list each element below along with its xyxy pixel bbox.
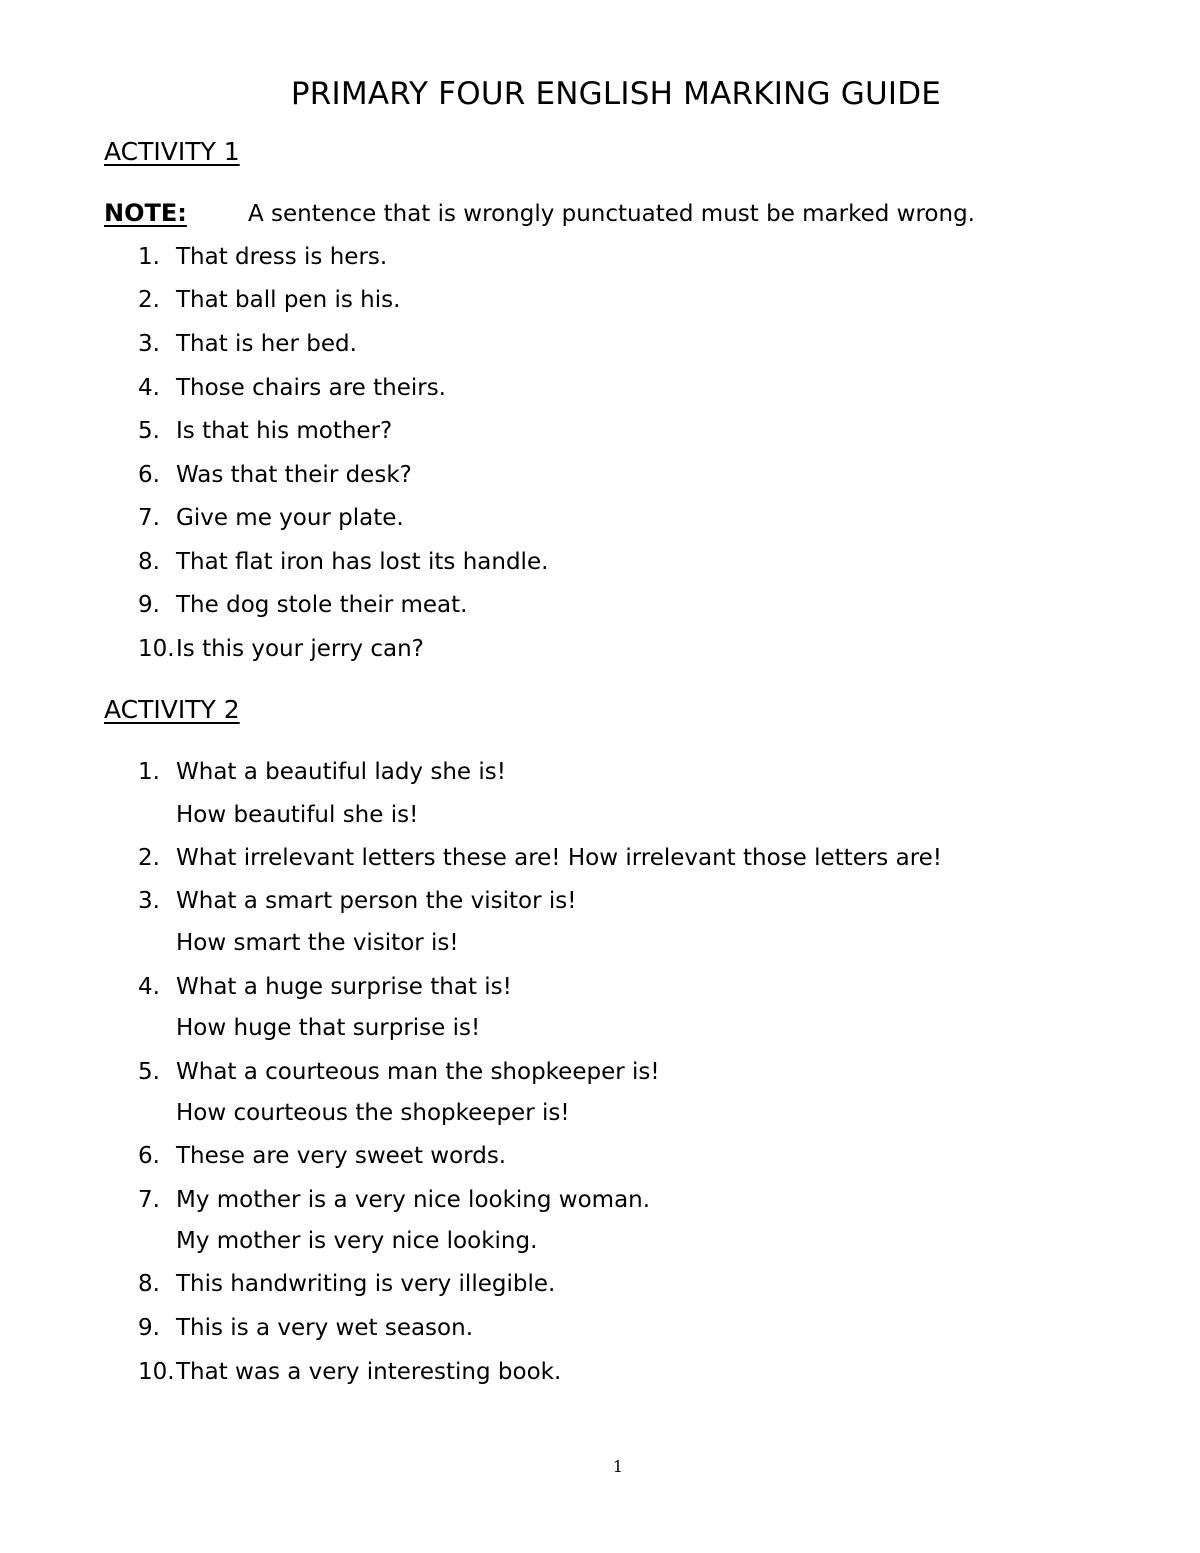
- item-number: 6.: [138, 1143, 160, 1169]
- item-number: 1.: [138, 244, 160, 270]
- list-item: [138, 756, 506, 788]
- list-item: [138, 241, 387, 273]
- item-text: This is a very wet season.: [176, 1315, 474, 1341]
- item-number: 6.: [138, 462, 160, 488]
- item-number: 5.: [138, 418, 160, 444]
- list-item: [138, 502, 404, 534]
- item-text: Was that their desk?: [176, 462, 412, 488]
- item-text: Is this your jerry can?: [176, 636, 424, 662]
- item-text: These are very sweet words.: [176, 1143, 507, 1169]
- list-item: [138, 1140, 506, 1172]
- item-number: 4.: [138, 375, 160, 401]
- item-text: What a beautiful lady she is!: [176, 759, 506, 785]
- list-item: [138, 546, 548, 578]
- list-item: [138, 328, 357, 360]
- list-item: [138, 1268, 555, 1300]
- list-item: [138, 971, 512, 1003]
- item-number: 9.: [138, 1315, 160, 1341]
- item-text: That ball pen is his.: [176, 287, 401, 313]
- item-number: 3.: [138, 331, 160, 357]
- list-item: [138, 1184, 650, 1216]
- item-alternative: How huge that surprise is!: [176, 1015, 481, 1041]
- list-item: [138, 633, 424, 665]
- item-number: 3.: [138, 888, 160, 914]
- note-label: NOTE:: [104, 199, 187, 227]
- page-number: 1: [612, 1457, 624, 1476]
- item-text: What irrelevant letters these are! How irrelevant those letters are!: [176, 845, 943, 871]
- list-item: [138, 459, 412, 491]
- list-item: [138, 842, 942, 874]
- item-number: 4.: [138, 974, 160, 1000]
- list-item: [138, 1312, 473, 1344]
- item-number: 8.: [138, 1271, 160, 1297]
- item-number: 10.: [138, 1359, 175, 1385]
- item-text: This handwriting is very illegible.: [176, 1271, 556, 1297]
- item-text: What a courteous man the shopkeeper is!: [176, 1059, 660, 1085]
- activity-1-heading: ACTIVITY 1: [104, 137, 240, 166]
- item-number: 9.: [138, 592, 160, 618]
- item-number: 10.: [138, 636, 175, 662]
- item-text: What a smart person the visitor is!: [176, 888, 577, 914]
- item-text: The dog stole their meat.: [176, 592, 468, 618]
- item-text: That is her bed.: [176, 331, 357, 357]
- note-text: A sentence that is wrongly punctuated must be marked wrong.: [248, 201, 975, 227]
- item-number: 8.: [138, 549, 160, 575]
- item-number: 7.: [138, 505, 160, 531]
- item-text: That was a very interesting book.: [176, 1359, 562, 1385]
- marking-note: [104, 197, 975, 230]
- item-number: 5.: [138, 1059, 160, 1085]
- list-item: [138, 372, 446, 404]
- item-text: Is that his mother?: [176, 418, 393, 444]
- item-number: 2.: [138, 845, 160, 871]
- list-item: [138, 885, 576, 917]
- item-text: My mother is a very nice looking woman.: [176, 1187, 651, 1213]
- list-item: [138, 1356, 561, 1388]
- list-item: [138, 589, 467, 621]
- item-number: 7.: [138, 1187, 160, 1213]
- item-number: 2.: [138, 287, 160, 313]
- item-alternative: My mother is very nice looking.: [176, 1228, 538, 1254]
- item-alternative: How beautiful she is!: [176, 802, 419, 828]
- page-title: PRIMARY FOUR ENGLISH MARKING GUIDE: [290, 76, 942, 112]
- item-text: That flat iron has lost its handle.: [176, 549, 549, 575]
- list-item: [138, 415, 392, 447]
- item-alternative: How courteous the shopkeeper is!: [176, 1100, 570, 1126]
- item-text: That dress is hers.: [176, 244, 388, 270]
- list-item: [138, 284, 400, 316]
- item-number: 1.: [138, 759, 160, 785]
- item-alternative: How smart the visitor is!: [176, 930, 459, 956]
- item-text: Give me your plate.: [176, 505, 404, 531]
- item-text: What a huge surprise that is!: [176, 974, 512, 1000]
- item-text: Those chairs are theirs.: [176, 375, 446, 401]
- activity-2-heading: ACTIVITY 2: [104, 695, 240, 724]
- list-item: [138, 1056, 660, 1088]
